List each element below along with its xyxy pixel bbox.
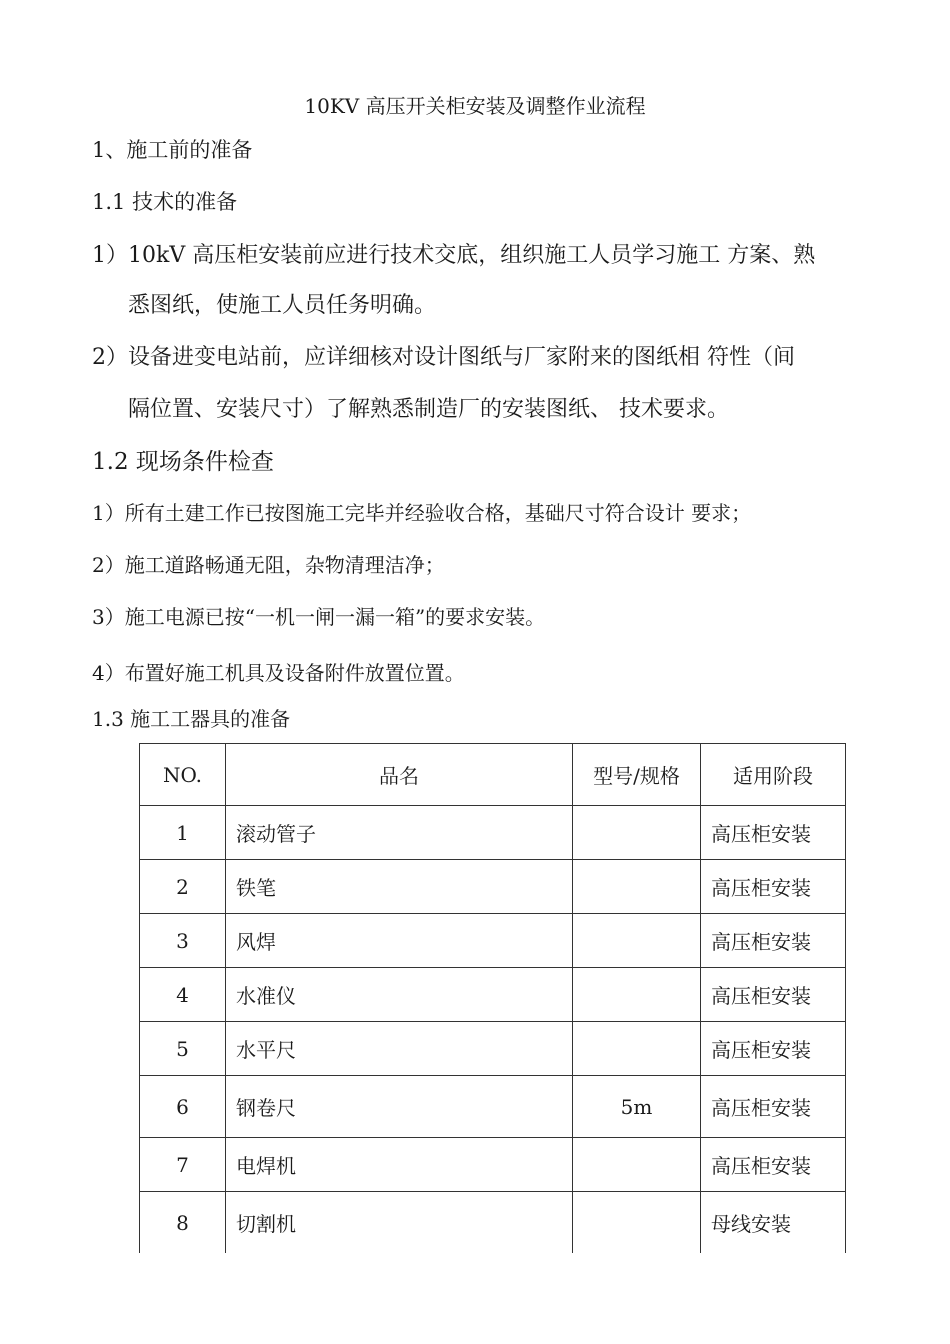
cell-item-name: 切割机 bbox=[226, 1192, 573, 1254]
cell-no: 1 bbox=[140, 806, 226, 860]
table-header-row bbox=[140, 744, 846, 806]
cell-stage: 高压柜安装 bbox=[701, 806, 846, 860]
section-heading-1-1: 1.1 技术的准备 bbox=[92, 190, 238, 214]
header-spec: 型号/规格 bbox=[573, 744, 701, 806]
cell-no: 6 bbox=[140, 1076, 226, 1138]
cell-stage: 高压柜安装 bbox=[701, 860, 846, 914]
tools-table bbox=[139, 743, 846, 1253]
table-row bbox=[140, 968, 846, 1022]
cell-no: 2 bbox=[140, 860, 226, 914]
cell-no: 4 bbox=[140, 968, 226, 1022]
header-item-name: 品名 bbox=[226, 744, 573, 806]
document-title: 10KV 高压开关柜安装及调整作业流程 bbox=[304, 94, 646, 118]
cell-no: 7 bbox=[140, 1138, 226, 1192]
cell-stage: 母线安装 bbox=[701, 1192, 846, 1254]
section-heading-1-2: 1.2 现场条件检查 bbox=[92, 449, 274, 475]
table-row bbox=[140, 914, 846, 968]
condition-item: 2）施工道路畅通无阻，杂物清理洁净； bbox=[92, 553, 445, 577]
cell-spec bbox=[573, 1192, 701, 1254]
cell-spec bbox=[573, 1138, 701, 1192]
header-no: NO. bbox=[140, 744, 226, 806]
table-row bbox=[140, 806, 846, 860]
table-row bbox=[140, 1022, 846, 1076]
cell-item-name: 风焊 bbox=[226, 914, 573, 968]
cell-spec bbox=[573, 1022, 701, 1076]
cell-spec bbox=[573, 860, 701, 914]
item-1-line-2: 悉图纸，使施工人员任务明确。 bbox=[128, 293, 437, 318]
cell-spec: 5m bbox=[573, 1076, 701, 1138]
cell-no: 5 bbox=[140, 1022, 226, 1076]
cell-spec bbox=[573, 806, 701, 860]
table-row bbox=[140, 1076, 846, 1138]
condition-item: 1）所有土建工作已按图施工完毕并经验收合格，基础尺寸符合设计 要求； bbox=[92, 501, 752, 525]
cell-item-name: 水平尺 bbox=[226, 1022, 573, 1076]
cell-item-name: 电焊机 bbox=[226, 1138, 573, 1192]
cell-item-name: 滚动管子 bbox=[226, 806, 573, 860]
condition-item: 4）布置好施工机具及设备附件放置位置。 bbox=[92, 661, 465, 685]
cell-stage: 高压柜安装 bbox=[701, 1138, 846, 1192]
cell-item-name: 水准仪 bbox=[226, 968, 573, 1022]
item-2-line-1: 2）设备进变电站前，应详细核对设计图纸与厂家附来的图纸相 符性（间 bbox=[92, 345, 795, 370]
header-stage: 适用阶段 bbox=[701, 744, 846, 806]
table-row bbox=[140, 860, 846, 914]
table-row bbox=[140, 1192, 846, 1254]
table-row bbox=[140, 1138, 846, 1192]
cell-no: 3 bbox=[140, 914, 226, 968]
cell-stage: 高压柜安装 bbox=[701, 1076, 846, 1138]
cell-spec bbox=[573, 968, 701, 1022]
cell-spec bbox=[573, 914, 701, 968]
cell-stage: 高压柜安装 bbox=[701, 1022, 846, 1076]
cell-item-name: 铁笔 bbox=[226, 860, 573, 914]
cell-item-name: 钢卷尺 bbox=[226, 1076, 573, 1138]
item-1-line-1: 1）10kV 高压柜安装前应进行技术交底，组织施工人员学习施工 方案、熟 bbox=[92, 243, 816, 268]
condition-item: 3）施工电源已按“一机一闸一漏一箱”的要求安装。 bbox=[92, 605, 546, 629]
item-2-line-2: 隔位置、安装尺寸）了解熟悉制造厂的安装图纸、 技术要求。 bbox=[128, 397, 729, 422]
cell-stage: 高压柜安装 bbox=[701, 968, 846, 1022]
cell-stage: 高压柜安装 bbox=[701, 914, 846, 968]
cell-no: 8 bbox=[140, 1192, 226, 1254]
section-heading-1-3: 1.3 施工工器具的准备 bbox=[92, 707, 291, 731]
section-heading-1: 1、施工前的准备 bbox=[92, 138, 253, 162]
